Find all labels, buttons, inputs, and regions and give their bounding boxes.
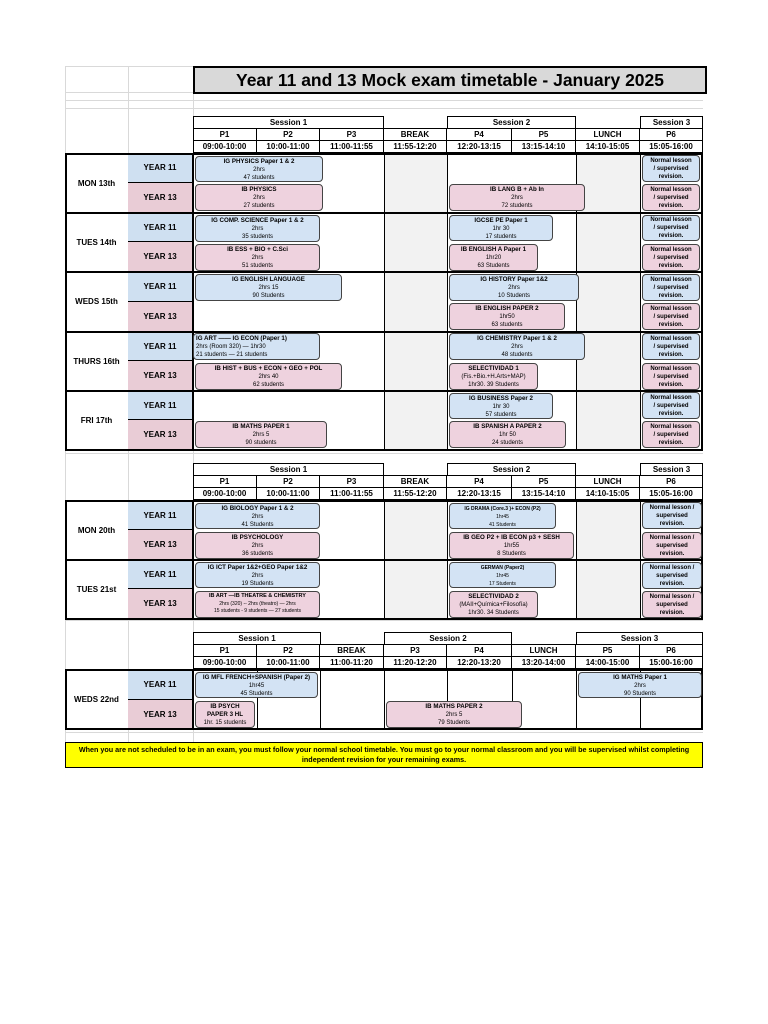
normal-lesson-block[interactable]: Normal lesson / supervised revision. xyxy=(642,591,702,618)
exam-block[interactable]: SELECTIVIDAD 2 (MAII+Química+Filosofía) 1hr30. 34 Students xyxy=(449,591,538,618)
session2-label: Session 2 xyxy=(447,116,576,129)
year-label: YEAR 11 xyxy=(128,670,193,700)
time-lunch: 14:10-15:05 xyxy=(576,141,640,153)
time-p3: 11:20-12:20 xyxy=(384,657,447,669)
period-p5: P5 xyxy=(512,128,576,141)
time-p2: 10:00-11:00 xyxy=(257,488,320,500)
exam-block[interactable]: IB PSYCHOLOGY 2hrs 36 students xyxy=(195,532,320,559)
period-break: BREAK xyxy=(384,128,447,141)
period-p4: P4 xyxy=(447,128,512,141)
session1-label: Session 1 xyxy=(193,632,321,645)
time-p5: 14:00-15:00 xyxy=(576,657,640,669)
time-break: 11:00-11:20 xyxy=(320,657,384,669)
session2-label: Session 2 xyxy=(447,463,576,476)
period-p5: P5 xyxy=(512,475,576,488)
year-label: YEAR 13 xyxy=(128,242,193,272)
normal-lesson-block[interactable]: Normal lesson / supervised revision. xyxy=(642,215,700,241)
exam-block[interactable]: IG ICT Paper 1&2+GEO Paper 1&2 2hrs 19 Students xyxy=(195,562,320,588)
day-label: WEDS 15th xyxy=(75,297,118,306)
exam-block[interactable]: IB ENGLISH A Paper 1 1hr20 63 Students xyxy=(449,244,538,271)
exam-block[interactable]: IG BUSINESS Paper 2 1hr 30 57 students xyxy=(449,393,553,419)
year-label: YEAR 11 xyxy=(128,272,193,302)
time-p4: 12:20-13:15 xyxy=(447,141,512,153)
day-label: TUES 14th xyxy=(76,238,117,247)
exam-block[interactable]: IG DRAMA (Core.3 )+ ECON (P2) 1hr45 41 Students xyxy=(449,503,556,529)
time-p2: 10:00-11:00 xyxy=(257,657,320,669)
year-label: YEAR 13 xyxy=(128,700,193,729)
time-p4: 12:20-13:20 xyxy=(447,657,512,669)
exam-block[interactable]: IG HISTORY Paper 1&2 2hrs 10 Students xyxy=(449,274,579,301)
year-label: YEAR 13 xyxy=(128,420,193,450)
time-p5: 13:15-14:10 xyxy=(512,488,576,500)
period-p3: P3 xyxy=(384,644,447,657)
exam-block[interactable]: IB PSYCH PAPER 3 HL 1hr. 15 students xyxy=(195,701,255,728)
exam-block[interactable]: IG BIOLOGY Paper 1 & 2 2hrs 41 Students xyxy=(195,503,320,529)
exam-block[interactable]: IB ENGLISH PAPER 2 1hr50 63 students xyxy=(449,303,565,330)
period-p4: P4 xyxy=(447,644,512,657)
year-label: YEAR 11 xyxy=(128,501,193,530)
exam-block[interactable]: IB MATHS PAPER 1 2hrs 5 90 students xyxy=(195,421,327,448)
day-label: TUES 21st xyxy=(76,585,117,594)
time-lunch: 14:10-15:05 xyxy=(576,488,640,500)
year-label: YEAR 11 xyxy=(128,391,193,420)
normal-lesson-block[interactable]: Normal lesson / supervised revision. xyxy=(642,184,700,211)
period-p3: P3 xyxy=(320,475,384,488)
exam-block[interactable]: SELECTIVIDAD 1 (Fis.+Bio.+H.Arts+MAP) 1hr30. 39 Students xyxy=(449,363,538,390)
session2-label: Session 2 xyxy=(384,632,512,645)
time-p2: 10:00-11:00 xyxy=(257,141,320,153)
normal-lesson-block[interactable]: Normal lesson / supervised revision. xyxy=(642,303,700,330)
footer-note: When you are not scheduled to be in an exam, you must follow your normal school timetable. You must go to your normal classroom and you will be supervised whilst completing independent revision for your remaining exams. xyxy=(65,742,703,768)
year-label: YEAR 11 xyxy=(128,213,193,242)
time-p5: 13:15-14:10 xyxy=(512,141,576,153)
year-label: YEAR 13 xyxy=(128,183,193,213)
time-p6: 15:05-16:00 xyxy=(640,488,703,500)
time-p1: 09:00-10:00 xyxy=(193,141,257,153)
time-p3: 11:00-11:55 xyxy=(320,141,384,153)
time-p6: 15:05-16:00 xyxy=(640,141,703,153)
day-label: FRI 17th xyxy=(80,416,113,425)
exam-block[interactable]: GERMAN (Paper2) 1hr45 17 Students xyxy=(449,562,556,588)
exam-block[interactable]: IB MATHS PAPER 2 2hrs 5 79 Students xyxy=(386,701,522,728)
page-title: Year 11 and 13 Mock exam timetable - January 2025 xyxy=(193,66,707,94)
exam-block[interactable]: IG MATHS Paper 1 2hrs 90 Students xyxy=(578,672,702,698)
day-label: WEDS 22nd xyxy=(74,695,119,704)
period-p6: P6 xyxy=(640,128,703,141)
exam-block[interactable]: IB ESS + BIO + C.Sci 2hrs 51 students xyxy=(195,244,320,271)
time-lunch: 13:20-14:00 xyxy=(512,657,576,669)
year-label: YEAR 11 xyxy=(128,560,193,589)
year-label: YEAR 13 xyxy=(128,361,193,391)
period-lunch: LUNCH xyxy=(576,475,640,488)
period-p1: P1 xyxy=(193,644,257,657)
exam-block[interactable]: IG PHYSICS Paper 1 & 2 2hrs 47 students xyxy=(195,156,323,182)
normal-lesson-block[interactable]: Normal lesson / supervised revision. xyxy=(642,244,700,271)
period-p5: P5 xyxy=(576,644,640,657)
normal-lesson-block[interactable]: Normal lesson / supervised revision. xyxy=(642,421,700,448)
exam-block[interactable]: IG CHEMISTRY Paper 1 & 2 2hrs 48 students xyxy=(449,333,585,360)
normal-lesson-block[interactable]: Normal lesson / supervised revision. xyxy=(642,155,700,182)
period-lunch: LUNCH xyxy=(576,128,640,141)
period-p4: P4 xyxy=(447,475,512,488)
time-break: 11:55-12:20 xyxy=(384,141,447,153)
time-p1: 09:00-10:00 xyxy=(193,488,257,500)
exam-block[interactable]: IGCSE PE Paper 1 1hr 30 17 students xyxy=(449,215,553,241)
session1-label: Session 1 xyxy=(193,116,384,129)
time-p1: 09:00-10:00 xyxy=(193,657,257,669)
time-break: 11:55-12:20 xyxy=(384,488,447,500)
normal-lesson-block[interactable]: Normal lesson / supervised revision. xyxy=(642,532,702,559)
period-break: BREAK xyxy=(384,475,447,488)
session3-label: Session 3 xyxy=(640,463,703,476)
year-label: YEAR 11 xyxy=(128,332,193,361)
period-p1: P1 xyxy=(193,475,257,488)
period-p2: P2 xyxy=(257,644,320,657)
session3-label: Session 3 xyxy=(576,632,703,645)
year-label: YEAR 11 xyxy=(128,153,193,183)
period-p1: P1 xyxy=(193,128,257,141)
exam-block[interactable]: IB HIST + BUS + ECON + GEO + POL 2hrs 40 62 students xyxy=(195,363,342,390)
period-p3: P3 xyxy=(320,128,384,141)
period-lunch: LUNCH xyxy=(512,644,576,657)
exam-block[interactable]: IB LANG B + Ab In 2hrs 72 students xyxy=(449,184,585,211)
normal-lesson-block[interactable]: Normal lesson / supervised revision. xyxy=(642,274,700,301)
time-p6: 15:00-16:00 xyxy=(640,657,703,669)
period-break: BREAK xyxy=(320,644,384,657)
normal-lesson-block[interactable]: Normal lesson / supervised revision. xyxy=(642,502,702,529)
year-label: YEAR 13 xyxy=(128,589,193,619)
exam-block[interactable]: IB PHYSICS 2hrs 27 students xyxy=(195,184,323,211)
exam-block[interactable]: IB SPANISH A PAPER 2 1hr 50 24 students xyxy=(449,421,566,448)
day-label: MON 13th xyxy=(77,179,116,188)
period-p2: P2 xyxy=(257,475,320,488)
day-label: THURS 16th xyxy=(73,357,120,366)
period-p2: P2 xyxy=(257,128,320,141)
exam-block[interactable]: IB ART —IB THEATRE & CHEMISTRY 2hrs (320) -- 2hrs (theatro) — 2hrs 15 students - 9 students — 27 students xyxy=(195,591,320,618)
normal-lesson-block[interactable]: Normal lesson / supervised revision. xyxy=(642,363,700,390)
time-p3: 11:00-11:55 xyxy=(320,488,384,500)
exam-block[interactable]: IB GEO P2 + IB ECON p3 + SESH 1hr55 8 Students xyxy=(449,532,574,559)
exam-block[interactable]: IG COMP. SCIENCE Paper 1 & 2 2hrs 35 students xyxy=(195,215,320,242)
day-label: MON 20th xyxy=(77,526,116,535)
year-label: YEAR 13 xyxy=(128,302,193,332)
session1-label: Session 1 xyxy=(193,463,384,476)
period-p6: P6 xyxy=(640,475,703,488)
period-p6: P6 xyxy=(640,644,703,657)
exam-block[interactable]: IG ART —— IG ECON (Paper 1) 2hrs (Room 320) — 1hr30 21 students — 21 students xyxy=(193,333,320,360)
exam-block[interactable]: IG MFL FRENCH+SPANISH (Paper 2) 1hr45 45 Students xyxy=(195,672,318,698)
normal-lesson-block[interactable]: Normal lesson / supervised revision. xyxy=(642,562,702,589)
year-label: YEAR 13 xyxy=(128,530,193,560)
normal-lesson-block[interactable]: Normal lesson / supervised revision. xyxy=(642,392,700,419)
time-p4: 12:20-13:15 xyxy=(447,488,512,500)
normal-lesson-block[interactable]: Normal lesson / supervised revision. xyxy=(642,333,700,360)
session3-label: Session 3 xyxy=(640,116,703,129)
exam-block[interactable]: IG ENGLISH LANGUAGE 2hrs 15 90 Students xyxy=(195,274,342,301)
